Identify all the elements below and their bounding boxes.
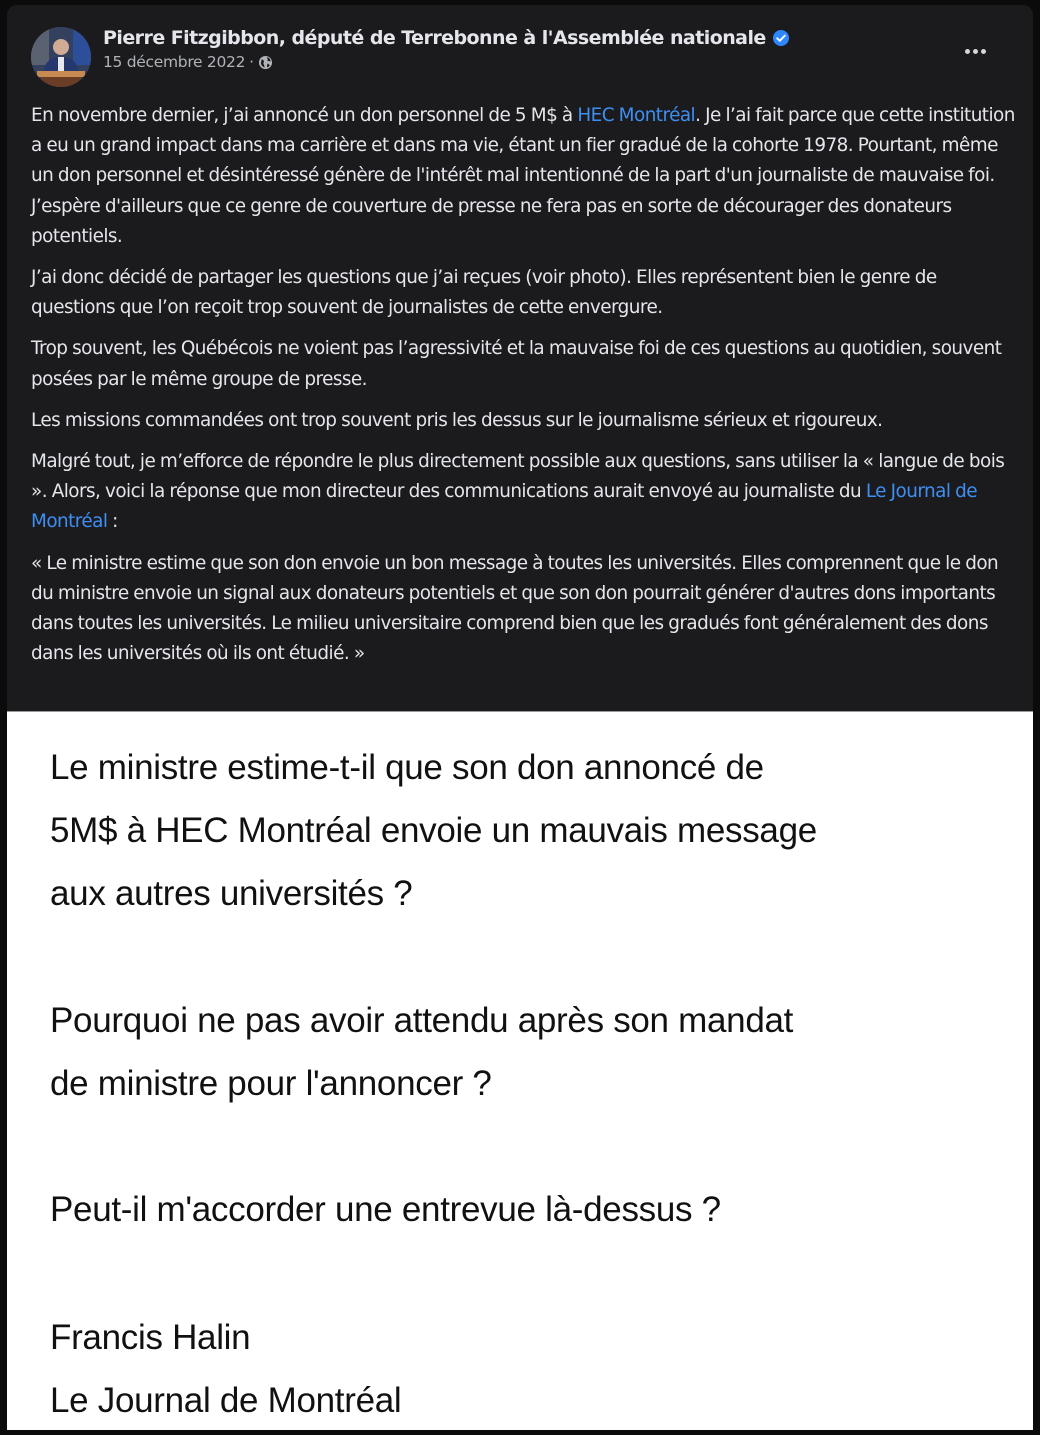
post-paragraph bbox=[31, 447, 1016, 538]
signature-organization: Le Journal de Montréal bbox=[50, 1381, 402, 1420]
signature-name: Francis Halin bbox=[50, 1318, 251, 1357]
post-paragraph bbox=[31, 101, 1016, 252]
post-paragraph: J’ai donc décidé de partager les questions que j’ai reçues (voir photo). Elles représentent bien le genre de questions que l’on reçoit trop souvent de journalistes de cette envergure. bbox=[31, 267, 937, 319]
journal-de-montreal-link[interactable]: Le Journal de Montréal bbox=[31, 481, 977, 533]
facebook-post-card bbox=[7, 5, 1033, 711]
profile-photo-icon bbox=[31, 27, 91, 87]
question-1 bbox=[50, 736, 817, 925]
verified-badge-icon bbox=[772, 29, 790, 47]
post-paragraph: Trop souvent, les Québécois ne voient pas l’agressivité et la mauvaise foi de ces questions au quotidien, souvent posées par le même groupe de presse. bbox=[31, 338, 1002, 390]
question-1-line: Le ministre estime-t-il que son don annoncé de bbox=[50, 748, 764, 787]
question-3-line: Peut-il m'accorder une entrevue là-dessus ? bbox=[50, 1190, 721, 1229]
post-header bbox=[31, 25, 1009, 85]
more-horizontal-icon-dot bbox=[981, 49, 986, 54]
attached-photo[interactable] bbox=[7, 711, 1033, 1430]
more-options-button[interactable] bbox=[957, 39, 993, 63]
author-name-link[interactable]: Pierre Fitzgibbon, député de Terrebonne à l'Assemblée nationale bbox=[103, 27, 766, 49]
paragraph-text: Malgré tout, je m’efforce de répondre le plus directement possible aux questions, sans utiliser la « langue de bois ». Alors, voici la réponse que mon directeur des communications aurait envoyé au journaliste du bbox=[31, 451, 1005, 503]
post-meta bbox=[103, 53, 790, 71]
question-3 bbox=[50, 1178, 721, 1241]
paragraph-text: En novembre dernier, j’ai annoncé un don personnel de 5 M$ à bbox=[31, 105, 578, 126]
author-line bbox=[103, 25, 790, 51]
hec-montreal-link[interactable]: HEC Montréal bbox=[577, 105, 696, 126]
paragraph-text: . Je l’ai fait parce que cette institution a eu un grand impact dans ma carrière et dans ma vie, étant un fier gradué de la cohorte 1978. Pourtant, même un don personnel et désintéressé génère de l'intérêt mal intentionné de la part d'un journaliste de mauvaise foi. J’espère d'ailleurs que ce genre de couverture de presse ne fera pas en sorte de décourager des donateurs potentiels. bbox=[31, 105, 1015, 247]
more-horizontal-icon bbox=[965, 49, 970, 54]
globe-icon[interactable] bbox=[258, 55, 273, 70]
paragraph-text: : bbox=[107, 511, 118, 533]
question-2 bbox=[50, 989, 793, 1115]
post-paragraph: Les missions commandées ont trop souvent pris les dessus sur le journalisme sérieux et rigoureux. bbox=[31, 409, 883, 431]
question-2-line: de ministre pour l'annoncer ? bbox=[50, 1064, 492, 1103]
signature bbox=[50, 1306, 401, 1432]
question-1-line: aux autres universités ? bbox=[50, 874, 413, 913]
post-paragraph-quote: « Le ministre estime que son don envoie un bon message à toutes les universités. Elles comprennent que le don du ministre envoie un signal aux donateurs potentiels et que son don pourrait générer d'autres dons importants dans toutes les universités. Le milieu universitaire comprend bien que les gradués font généralement des dons dans les universités où ils ont étudié. » bbox=[31, 552, 999, 665]
author-block bbox=[103, 25, 790, 71]
more-horizontal-icon-dot bbox=[973, 49, 978, 54]
post-date-link[interactable]: 15 décembre 2022 bbox=[103, 53, 246, 71]
author-avatar[interactable] bbox=[31, 27, 91, 87]
question-2-line: Pourquoi ne pas avoir attendu après son mandat bbox=[50, 1001, 794, 1040]
post-text bbox=[31, 101, 1016, 680]
question-1-line: 5M$ à HEC Montréal envoie un mauvais message bbox=[50, 811, 817, 850]
meta-separator: · bbox=[249, 53, 254, 71]
